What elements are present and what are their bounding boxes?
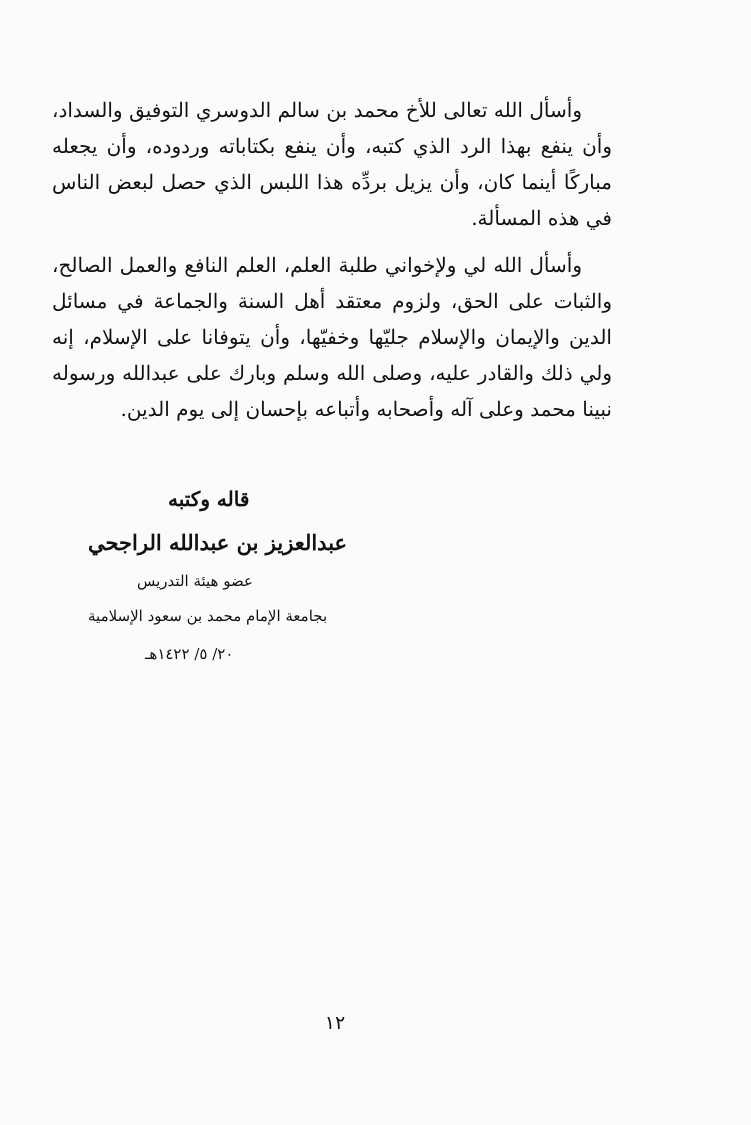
paragraph-closing-prayer <box>52 92 612 236</box>
signature-university: بجامعة الإمام محمد بن سعود الإسلامية <box>88 607 328 625</box>
paragraph-text: وأسأل الله تعالى للأخ محمد بن سالم الدوسري التوفيق والسداد، وأن ينفع بهذا الرد الذي كتبه، وأن ينفع بكتاباته وردوده، وأن يجعله مباركًا أينما كان، وأن يزيل بردِّه هذا اللبس الذي حصل لبعض الناس في هذه المسألة. <box>52 98 612 230</box>
page-number: ١٢ <box>324 1012 346 1034</box>
signature-date: ٢٠/ ٥/ ١٤٢٢هـ <box>145 645 234 663</box>
paragraph-supplication <box>52 247 612 427</box>
paragraph-text: وأسأل الله لي ولإخواني طلبة العلم، العلم النافع والعمل الصالح، والثبات على الحق، ولزوم معتقد أهل السنة والجماعة في مسائل الدين والإيمان والإسلام جليّها وخفيّها، وأن يتوفانا على الإسلام، إنه ولي ذلك والقادر عليه، وصلى الله وسلم وبارك على عبدالله ورسوله نبينا محمد وعلى آله وأصحابه وأتباعه بإحسان إلى يوم الدين. <box>52 253 612 421</box>
signature-heading: قاله وكتبه <box>168 487 250 511</box>
signature-author-role: عضو هيئة التدريس <box>137 572 253 590</box>
signature-author-name: عبدالعزيز بن عبدالله الراجحي <box>88 530 348 555</box>
